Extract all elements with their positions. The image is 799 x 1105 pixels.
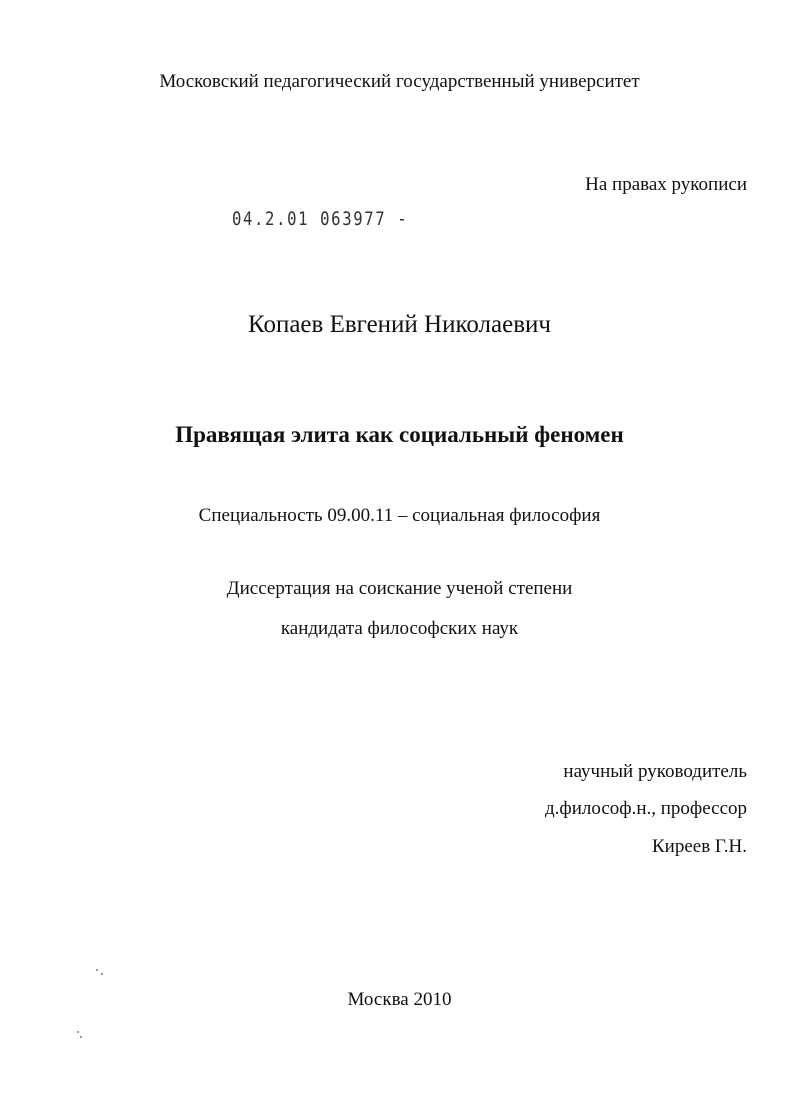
scan-speck	[77, 1031, 79, 1033]
specialty-line: Специальность 09.00.11 – социальная философия	[198, 505, 601, 526]
scan-speck	[96, 969, 98, 971]
scan-speck	[101, 973, 103, 975]
author-name: Копаев Евгений Николаевич	[248, 311, 551, 338]
degree-line-2: кандидата философских наук	[280, 618, 519, 639]
manuscript-rights-note: На правах рукописи	[585, 174, 747, 195]
university-name: Московский педагогический государственный университет	[159, 71, 640, 92]
supervisor-role: научный руководитель	[563, 761, 747, 782]
scan-speck	[80, 1036, 82, 1038]
dissertation-title: Правящая элита как социальный феномен	[175, 422, 624, 447]
degree-line-1: Диссертация на соискание ученой степени	[226, 578, 573, 599]
supervisor-name: Киреев Г.Н.	[652, 836, 747, 857]
supervisor-credentials: д.философ.н., профессор	[544, 798, 747, 819]
registration-number-stamp: 04.2.01 063977 -	[232, 208, 409, 230]
city-year: Москва 2010	[347, 989, 452, 1010]
